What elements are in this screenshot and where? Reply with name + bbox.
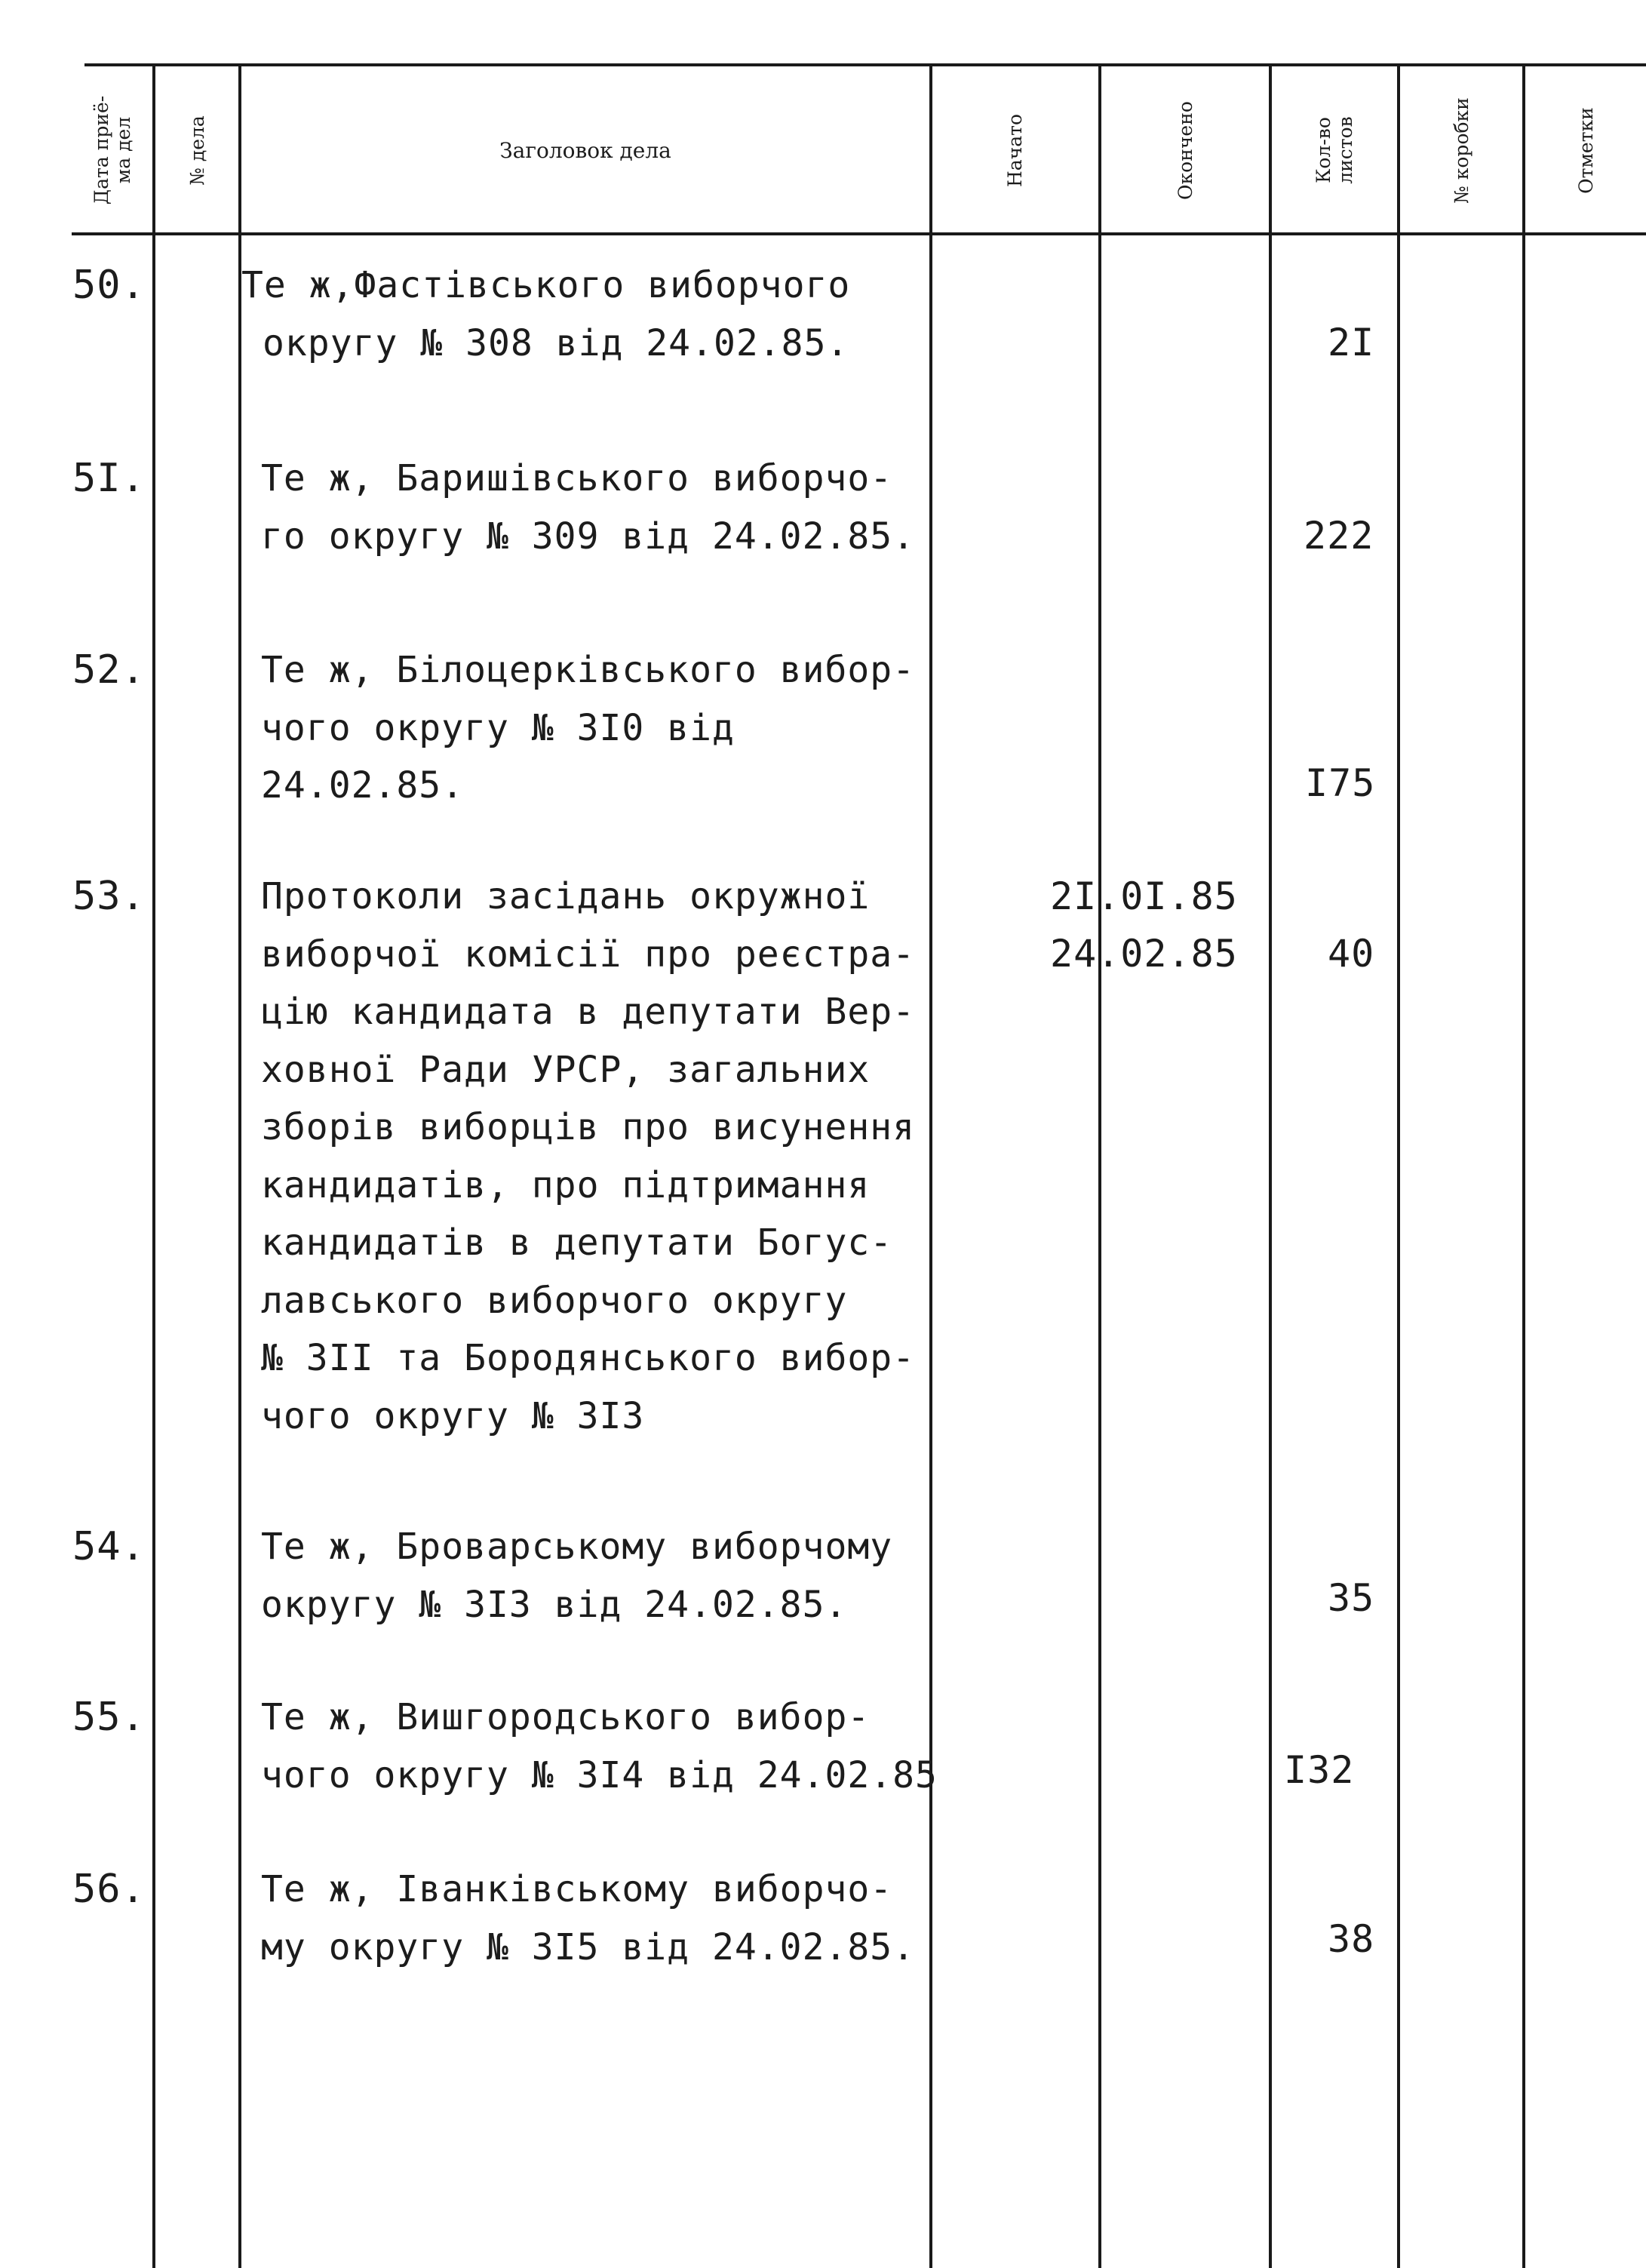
title-line: Те ж, Баришівського виборчо- <box>261 457 893 499</box>
row-title <box>261 1518 940 1633</box>
col-rule-started <box>1098 63 1101 2268</box>
title-line: лавського виборчого округу <box>261 1279 848 1322</box>
row-sheets: 2I <box>1328 321 1375 364</box>
header-sheets-cell <box>1272 69 1397 231</box>
header-date-cell <box>72 69 152 231</box>
row-finished: 24.02.85 <box>1050 932 1238 976</box>
title-line: ховної Ради УРСР, загальних <box>261 1048 871 1091</box>
row-title <box>261 450 940 565</box>
header-top-rule <box>84 63 1646 66</box>
title-line: му округу № 3I5 від 24.02.85. <box>261 1925 916 1968</box>
row-number: 54. <box>72 1524 146 1569</box>
header-bottom-rule <box>72 232 1646 235</box>
col-rule-box <box>1522 63 1525 2268</box>
header-case-no: № дела <box>186 115 208 186</box>
title-line: № 3II та Бородянського вибор- <box>261 1337 916 1379</box>
title-line: Те ж, Іванківському виборчо- <box>261 1868 893 1910</box>
row-number: 52. <box>72 647 146 693</box>
title-line: Те ж,Фастівського виборчого <box>241 264 851 306</box>
row-sheets: 35 <box>1328 1576 1375 1620</box>
header-box-no: № коробки <box>1450 97 1472 204</box>
header-sheets: Кол-во листов <box>1312 116 1356 184</box>
row-title <box>261 1861 940 1976</box>
title-line: зборів виборців про висунення <box>261 1106 916 1148</box>
title-line: кандидатів, про підтримання <box>261 1163 871 1206</box>
header-started-cell <box>932 69 1098 231</box>
row-number: 55. <box>72 1695 146 1740</box>
header-started: Начато <box>1004 113 1027 187</box>
row-sheets: 222 <box>1304 514 1374 558</box>
row-sheets: 40 <box>1328 932 1375 976</box>
title-line: чого округу № 3I3 <box>261 1394 645 1437</box>
title-line: Те ж, Броварському виборчому <box>261 1526 893 1568</box>
row-sheets: 38 <box>1328 1917 1375 1961</box>
title-line: 24.02.85. <box>261 764 465 807</box>
header-notes-cell <box>1525 69 1646 231</box>
title-line: чого округу № 3I0 від <box>261 706 735 749</box>
col-rule-date <box>152 63 155 2268</box>
title-line: Те ж, Білоцерківського вибор- <box>261 649 916 691</box>
row-number: 5I. <box>72 456 146 501</box>
header-case-no-cell <box>155 69 238 231</box>
title-line: виборчої комісії про реєстра- <box>261 933 916 976</box>
header-title: Заголовок дела <box>499 137 671 163</box>
title-line: Те ж, Вишгородського вибор- <box>261 1696 871 1738</box>
header-notes: Отметки <box>1574 106 1597 194</box>
title-line: го округу № 309 від 24.02.85. <box>261 515 916 558</box>
row-title <box>261 1689 940 1804</box>
header-finished: Окончено <box>1174 100 1196 200</box>
title-line: кандидатів в депутати Богус- <box>261 1222 893 1264</box>
header-title-cell <box>241 69 929 231</box>
title-line: округу № 308 від 24.02.85. <box>263 321 849 364</box>
row-sheets: I32 <box>1284 1748 1355 1792</box>
row-number: 56. <box>72 1867 146 1912</box>
col-rule-finished <box>1269 63 1272 2268</box>
row-title <box>261 868 940 1445</box>
header-finished-cell <box>1101 69 1269 231</box>
col-rule-case <box>238 63 241 2268</box>
col-rule-sheets <box>1397 63 1400 2268</box>
title-line: чого округу № 3I4 від 24.02.85 <box>261 1753 938 1796</box>
title-line: цію кандидата в депутати Вер- <box>261 991 916 1033</box>
row-title <box>261 641 940 815</box>
header-box-no-cell <box>1400 69 1522 231</box>
row-sheets: I75 <box>1305 761 1376 805</box>
row-title <box>241 257 920 372</box>
row-number: 50. <box>72 263 146 308</box>
row-started: 2I.0I.85 <box>1050 874 1238 918</box>
title-line: Протоколи засідань окружної <box>261 875 871 917</box>
row-number: 53. <box>72 874 146 919</box>
title-line: округу № 3I3 від 24.02.85. <box>261 1583 848 1626</box>
header-date: Дата приё- ма дел <box>91 95 135 205</box>
